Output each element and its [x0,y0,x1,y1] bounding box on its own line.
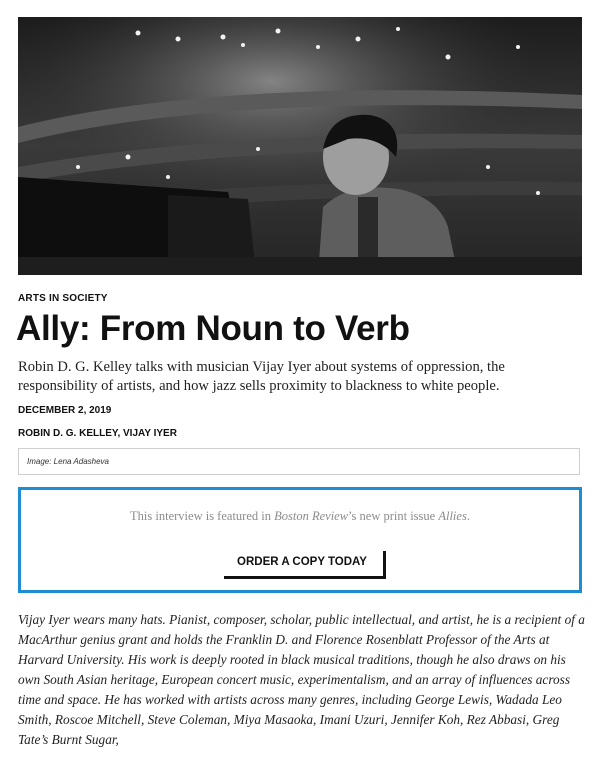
image-credit: Image: Lena Adasheva [27,457,109,466]
hero-photo [18,17,582,275]
promo-publication: Boston Review [274,509,349,523]
promo-text [21,509,579,524]
article-body-paragraph: Vijay Iyer wears many hats. Pianist, composer, scholar, public intellectual, and artist, he is a recipient of a MacArthur genius grant and holds the Franklin D. and Florence Rosenblatt Professor of the Arts at Harvard University. His work is deeply rooted in black musical traditions, though he also draws on his own South Asian heritage, European concert music, experimentalism, and an array of influences across time and space. He has worked with artists across many genres, including George Lewis, Wadada Leo Smith, Roscoe Mitchell, Steve Coleman, Miya Masaoka, Imani Uzuri, Jennifer Koh, Rez Abbasi, Greg Tate’s Burnt Sugar, [18,612,585,747]
order-copy-button[interactable]: ORDER A COPY TODAY [221,548,383,576]
promo-text-after: . [466,509,470,523]
article-dek: Robin D. G. Kelley talks with musician Vijay Iyer about systems of oppression, the responsibility of artists, and how jazz sells proximity to blackness to white people. [18,359,505,394]
promo-text-before: This interview is featured in [130,509,275,523]
promo-text-middle: ’s new print issue [348,509,439,523]
hero-image [18,17,582,275]
byline[interactable]: ROBIN D. G. KELLEY, VIJAY IYER [18,428,177,439]
image-credit-box [18,448,580,475]
print-issue-promo [18,487,582,593]
publish-date: DECEMBER 2, 2019 [18,405,112,416]
article-title: Ally: From Noun to Verb [16,309,410,348]
promo-issue-link[interactable]: Allies [438,509,467,523]
section-kicker[interactable]: ARTS IN SOCIETY [18,293,108,304]
